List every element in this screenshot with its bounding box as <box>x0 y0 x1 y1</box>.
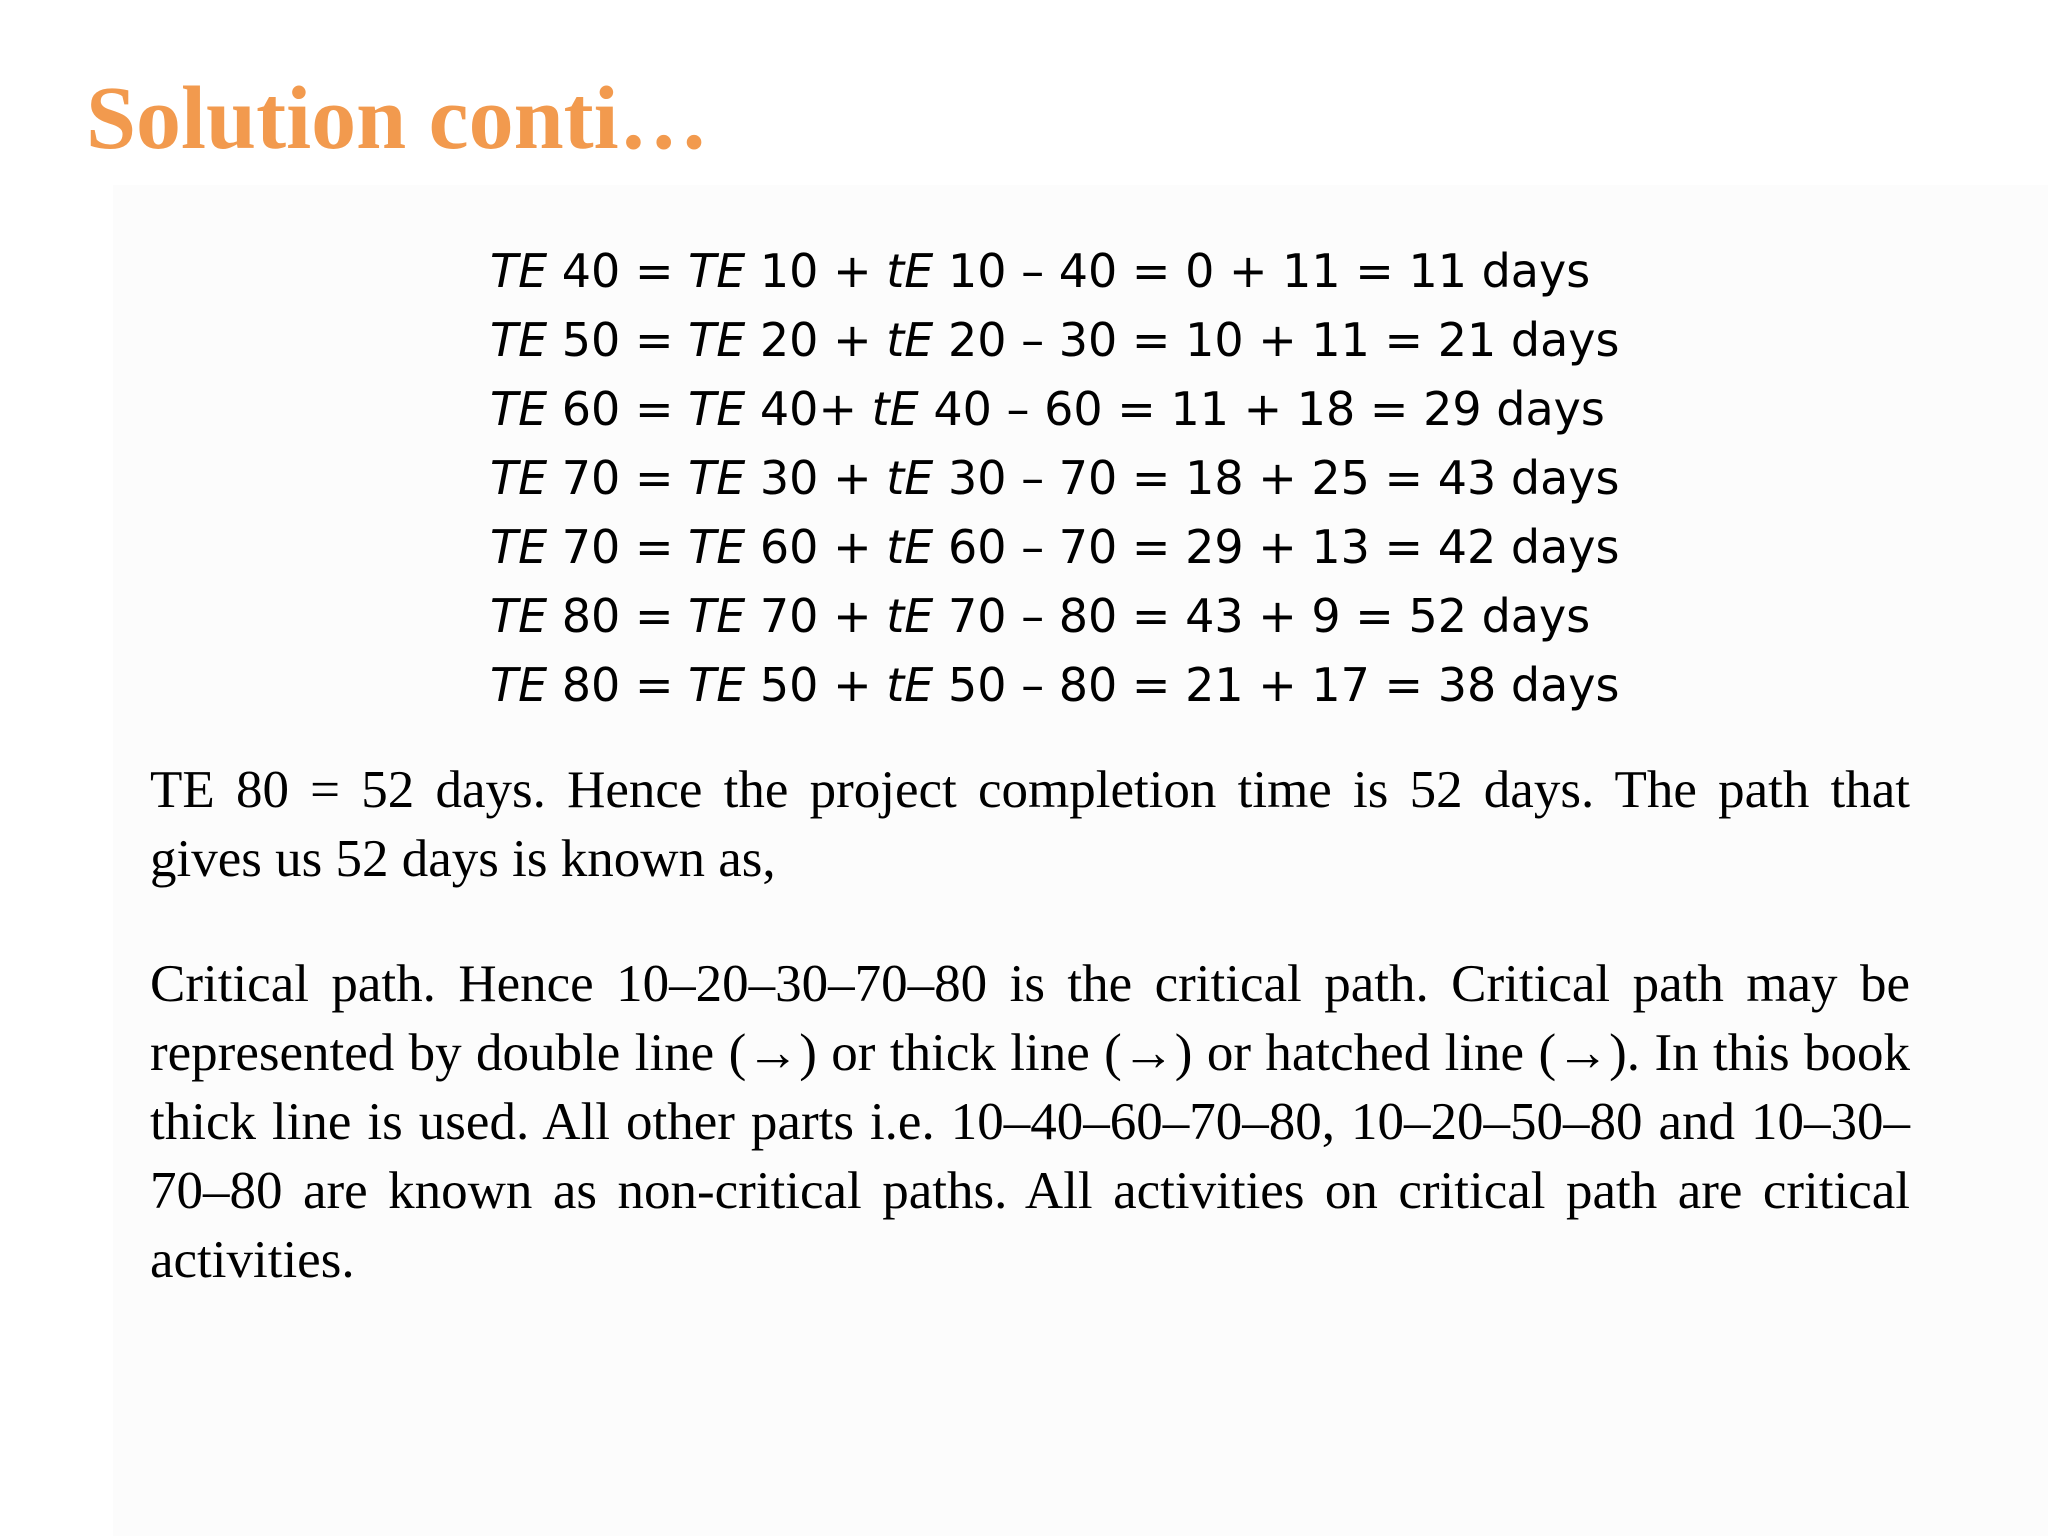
right-arrow-icon: → <box>1121 1024 1175 1082</box>
right-arrow-icon: → <box>746 1024 800 1082</box>
equation-line: TE 80 = TE 70 + tE 70 – 80 = 43 + 9 = 52 days <box>490 589 1591 643</box>
equation-line: TE 70 = TE 30 + tE 30 – 70 = 18 + 25 = 43 days <box>490 451 1620 505</box>
equation-line: TE 40 = TE 10 + tE 10 – 40 = 0 + 11 = 11 days <box>490 244 1591 298</box>
equation-line: TE 70 = TE 60 + tE 60 – 70 = 29 + 13 = 42 days <box>490 520 1620 574</box>
completion-time-paragraph: TE 80 = 52 days. Hence the project completion time is 52 days. The path that gives us 52 days is known as, <box>150 761 1910 888</box>
slide-title: Solution conti… <box>86 69 709 168</box>
equation-line: TE 50 = TE 20 + tE 20 – 30 = 10 + 11 = 21 days <box>490 313 1620 367</box>
critical-path-paragraph: Critical path. Hence 10–20–30–70–80 is the critical path. Critical path may be represented by double line (→) or thick line (→) or hatched line (→). In this book thick line is used. All other parts i.e. 10–40–60–70–80, 10–20–50–80 and 10–30–70–80 are known as non-critical paths. All activities on critical path are critical activities. <box>150 955 1910 1289</box>
equations-block <box>490 237 1690 720</box>
equation-line: TE 60 = TE 40+ tE 40 – 60 = 11 + 18 = 29 days <box>490 382 1605 436</box>
right-arrow-icon: → <box>1556 1024 1610 1082</box>
equation-line: TE 80 = TE 50 + tE 50 – 80 = 21 + 17 = 38 days <box>490 658 1620 712</box>
